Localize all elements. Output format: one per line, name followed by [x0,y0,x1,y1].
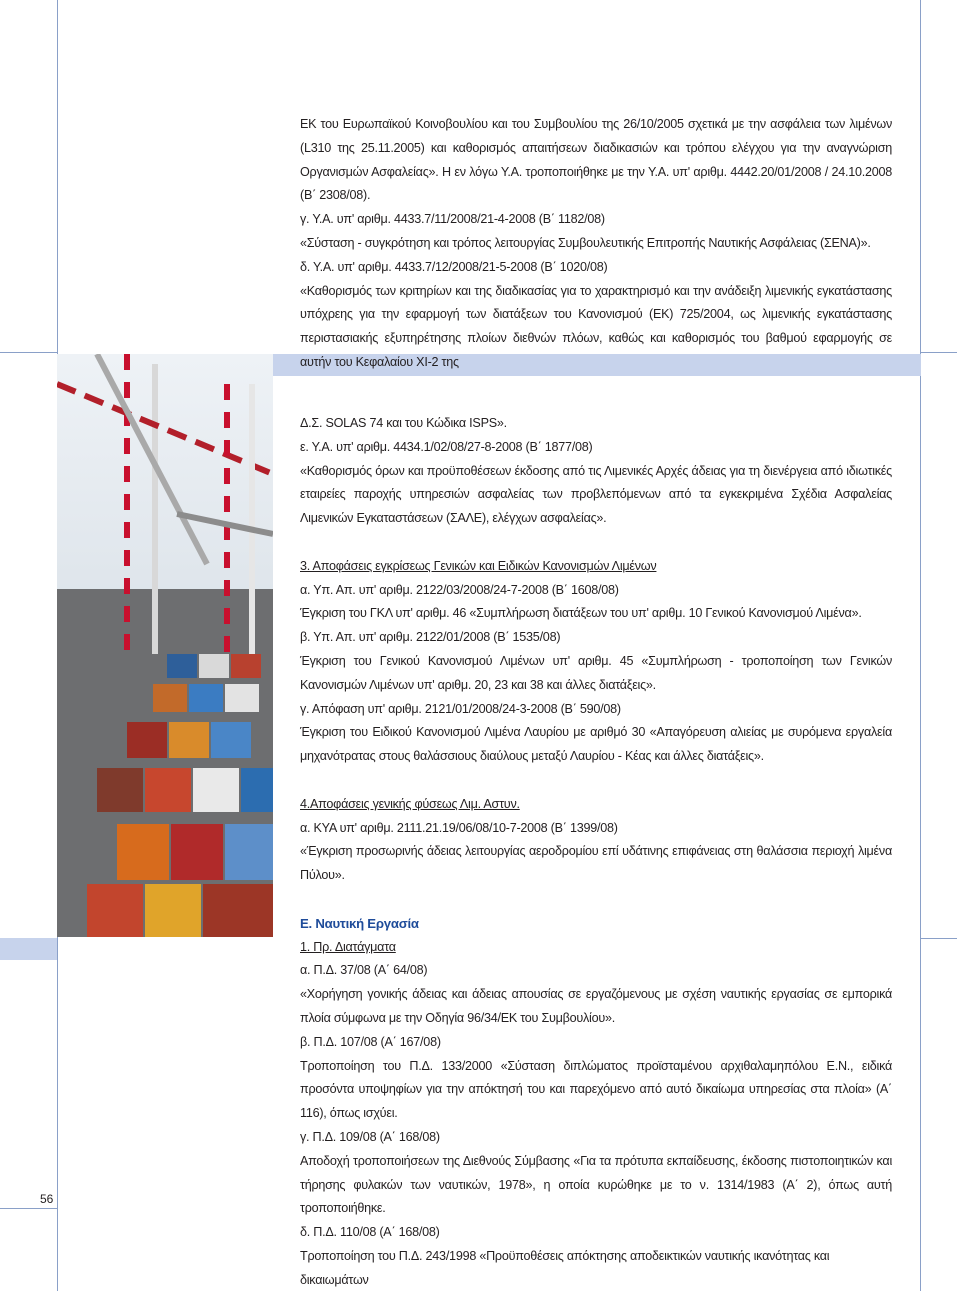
paragraph: «Έγκριση προσωρινής άδειας λειτουργίας αεροδρομίου επί υδάτινης επιφάνειας στη θαλάσσια περιοχή λιμένα Πύλου». [300,844,892,883]
paragraph: α. Π.Δ. 37/08 (Α΄ 64/08) [300,963,428,978]
paragraph: α. ΚΥΑ υπ' αριθμ. 2111.21.19/06/08/10-7-2008 (Β΄ 1399/08) [300,820,618,835]
page-number: 56 [40,1192,54,1206]
paragraph: γ. Π.Δ. 109/08 (Α΄ 168/08) [300,1129,440,1144]
paragraph: Έγκριση του ΓΚΛ υπ' αριθμ. 46 «Συμπλήρωση διατάξεων του υπ' αριθμ. 10 Γενικού Κανονισμού Λιμένα». [300,606,862,621]
paragraph: Αποδοχή τροποποιήσεων της Διεθνούς Σύμβασης «Για τα πρότυπα εκπαίδευσης, έκδοσης πιστοποιητικών και τήρησης φυλακών των ναυτικών, 1978», η οποία κυρώθηκε με το ν. 1314/1983 (Α΄ 2), όπως αυτή τροποποιήθηκε. [300,1153,892,1216]
paragraph: Έγκριση του Γενικού Κανονισμού Λιμένων υπ' αριθμ. 45 «Συμπλήρωση - τροποποίηση των Γενικών Κανονισμών Λιμένων υπ' αριθμ. 20, 23 και 38 και άλλες διατάξεις». [300,653,892,692]
horizontal-rule-bottom-left [0,1208,57,1209]
section-e-heading: Ε. Ναυτική Εργασία [300,915,419,931]
paragraph: «Καθορισμός όρων και προϋποθέσεων έκδοσης από τις Λιμενικές Αρχές άδειας για τη διενέργεια από ιδιωτικές εταιρείες παροχής υπηρεσιών ασφαλείας των προβλεπόμενων από τα εγκεκριμένα Σχέδια Ασφαλείας Λιμενικών Εγκαταστάσεων (ΣΑΛΕ), ελέγχων ασφαλείας». [300,463,892,526]
paragraph: «Χορήγηση γονικής άδειας και άδειας απουσίας σε εργαζόμενους με σχέση ναυτικής εργασίας σε εμπορικά πλοία σύμφωνα με την Οδηγία 96/34/ΕΚ του Συμβουλίου». [300,987,892,1025]
paragraph: γ. Υ.Α. υπ' αριθμ. 4433.7/11/2008/21-4-2008 (Β΄ 1182/08) [300,212,605,227]
paragraph: β. Π.Δ. 107/08 (Α΄ 167/08) [300,1034,441,1049]
paragraph: Έγκριση του Ειδικού Κανονισμού Λιμένα Λαυρίου με αριθμό 30 «Απαγόρευση αλιείας με συρόμενα εργαλεία μηχανότρατας στους θαλάσσιους διαύλους μεταξύ Λαυρίου - Κέας και άλλες διατάξεις». [300,725,892,764]
section-4-title: 4.Αποφάσεις γενικής φύσεως Λιμ. Αστυν. [300,796,520,811]
horizontal-rule-top-right [920,352,957,353]
spacer [300,531,892,555]
paragraph: «Σύσταση - συγκρότηση και τρόπος λειτουργίας Συμβουλευτικής Επιτροπής Ναυτικής Ασφάλειας (ΣΕΝΑ)». [300,235,871,250]
paragraph: γ. Απόφαση υπ' αριθμ. 2121/01/2008/24-3-2008 (Β΄ 590/08) [300,701,621,716]
section-3-title: 3. Αποφάσεις εγκρίσεως Γενικών και Ειδικών Κανονισμών Λιμένων [300,558,657,573]
paragraph: Τροποποίηση του Π.Δ. 133/2000 «Σύσταση διπλώματος προϊσταμένου αρχιθαλαμηπόλου Ε.Ν., ειδικά προσόντα υποψηφίων για την απόκτησή του και παρεχόμενο από αυτό δικαίωμα υπηρεσίας στα πλοία» (Α΄ 116), όπως ισχύει. [300,1058,892,1121]
right-margin-rule [920,0,921,1291]
spacer [300,888,892,912]
container-port-photo [57,354,273,937]
paragraph: Δ.Σ. SOLAS 74 και του Κώδικα ISPS». [300,416,507,430]
paragraph: ΕΚ του Ευρωπαϊκού Κοινοβουλίου και του Συμβουλίου της 26/10/2005 σχετικά με την ασφάλεια των λιμένων (L310 της 25.11.2005) και καθορισμός απαιτήσεων διαδικασιών και τρόπου ελέγχου για την αναγνώριση Οργανισμών Ασφαλείας». Η εν λόγω Υ.Α. τροποποιήθηκε με την Υ.Α. υπ' αριθμ. 4442.20/01/2008 / 24.10.2008 (Β΄ 2308/08). [300,117,892,203]
section-e-subtitle: 1. Πρ. Διατάγματα [300,939,396,954]
paragraph: ε. Υ.Α. υπ' αριθμ. 4434.1/02/08/27-8-2008 (Β΄ 1877/08) [300,439,593,454]
horizontal-rule-top-left [0,352,57,353]
paragraph: α. Υπ. Απ. υπ' αριθμ. 2122/03/2008/24-7-2008 (Β΄ 1608/08) [300,582,619,597]
paragraph: δ. Υ.Α. υπ' αριθμ. 4433.7/12/2008/21-5-2008 (Β΄ 1020/08) [300,259,608,274]
left-band [0,938,57,960]
paragraph: δ. Π.Δ. 110/08 (Α΄ 168/08) [300,1225,440,1240]
main-text-block [300,412,892,1292]
spacer [300,769,892,793]
top-text-block [300,113,892,375]
horizontal-rule-mid-right [920,938,957,939]
paragraph: «Καθορισμός των κριτηρίων και της διαδικασίας για το χαρακτηρισμό και την ανάδειξη λιμενικής εγκατάστασης υπόχρεης για την εφαρμογή των διατάξεων του Κανονισμού (ΕΚ) 725/2004, ως λιμενικής εγκατάστασης περιστασιακής εξυπηρέτησης πλοίων διεθνών πλόων, καθώς και καθορισμός του βαθμού εφαρμογής σε αυτήν του Κεφαλαίου XI-2 της [300,283,892,369]
paragraph: Τροποποίηση του Π.Δ. 243/1998 «Προϋποθέσεις απόκτησης αποδεικτικών ναυτικής ικανότητας και δικαιωμάτων [300,1248,830,1287]
paragraph: β. Υπ. Απ. υπ' αριθμ. 2122/01/2008 (Β΄ 1535/08) [300,630,561,645]
